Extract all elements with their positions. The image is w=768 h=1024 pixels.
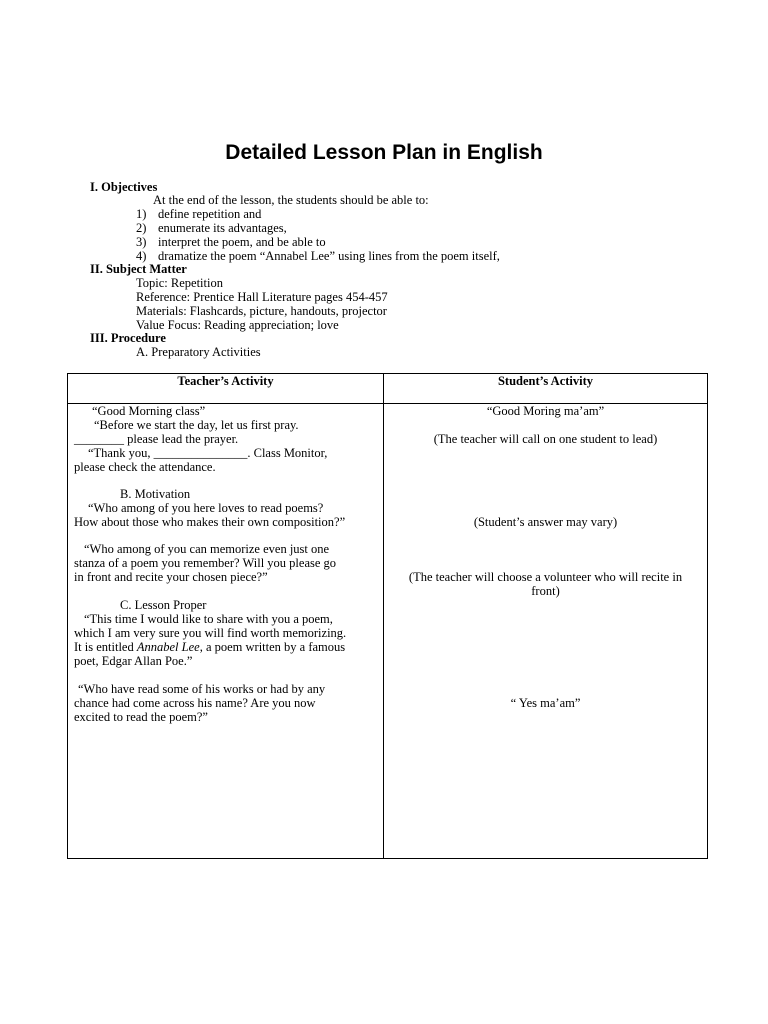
teacher-attendance: please check the attendance. [74, 460, 216, 474]
student-activity-cell [384, 404, 708, 859]
teacher-memorize-line: “Who among of you can memorize even just one [84, 542, 330, 556]
objective-text: enumerate its advantages, [158, 221, 287, 235]
lesson-text: , a poem written by a famous [199, 640, 346, 654]
procedure-subheading: A. Preparatory Activities [136, 345, 261, 359]
objective-item [136, 249, 500, 263]
activity-table [67, 373, 708, 859]
objectives-intro: At the end of the lesson, the students should be able to: [153, 193, 429, 207]
teacher-works-line: chance had come across his name? Are you now [74, 696, 316, 710]
objective-number: 1) [136, 207, 147, 221]
document-title: Detailed Lesson Plan in English [225, 141, 543, 164]
teacher-memorize-line: in front and recite your chosen piece?” [74, 570, 268, 584]
teacher-thank-you: “Thank you, _______________. Class Monitor, [88, 446, 328, 460]
poem-title: Annabel Lee [136, 640, 200, 654]
lesson-text: It is entitled [74, 640, 137, 654]
objective-number: 2) [136, 221, 147, 235]
teacher-lead-prayer: ________ please lead the prayer. [74, 432, 239, 446]
table-header-row [68, 374, 708, 404]
student-yes-reply: “ Yes ma’am” [510, 696, 581, 710]
teacher-motivation-line: “Who among of you here loves to read poems? [88, 501, 324, 515]
student-volunteer-note: front) [531, 584, 560, 598]
teacher-motivation-line: How about those who makes their own composition?” [74, 515, 346, 529]
table-row [68, 404, 708, 859]
teacher-works-line: excited to read the poem?” [74, 710, 208, 724]
objective-number: 3) [136, 235, 147, 249]
objectives-heading: I. Objectives [90, 180, 158, 194]
student-answer-note: (Student’s answer may vary) [473, 515, 618, 529]
subject-reference: Reference: Prentice Hall Literature pages 454-457 [136, 290, 388, 304]
student-activity-header: Student’s Activity [384, 374, 708, 404]
subject-matter-heading: II. Subject Matter [90, 262, 187, 276]
objective-item [136, 235, 326, 249]
teacher-works-line: “Who have read some of his works or had by any [78, 682, 326, 696]
teacher-activity-cell [68, 404, 384, 859]
teacher-lesson-line: poet, Edgar Allan Poe.” [74, 654, 193, 668]
subject-value-focus: Value Focus: Reading appreciation; love [136, 318, 339, 332]
student-call-note: (The teacher will call on one student to lead) [433, 432, 658, 446]
procedure-heading: III. Procedure [90, 331, 166, 345]
student-greeting: “Good Moring ma’am” [486, 404, 605, 418]
teacher-pray: “Before we start the day, let us first pray. [94, 418, 299, 432]
subject-topic: Topic: Repetition [136, 276, 223, 290]
objective-text: dramatize the poem “Annabel Lee” using lines from the poem itself, [158, 249, 500, 263]
lesson-proper-heading: C. Lesson Proper [120, 598, 207, 612]
student-volunteer-note: (The teacher will choose a volunteer who will recite in [408, 570, 683, 584]
objective-item [136, 221, 287, 235]
teacher-activity-header: Teacher’s Activity [68, 374, 384, 404]
motivation-heading: B. Motivation [120, 487, 191, 501]
teacher-lesson-line: “This time I would like to share with you a poem, [84, 612, 333, 626]
teacher-lesson-line [74, 641, 345, 655]
objective-number: 4) [136, 249, 147, 263]
objective-text: define repetition and [158, 207, 262, 221]
subject-materials: Materials: Flashcards, picture, handouts, projector [136, 304, 387, 318]
objective-text: interpret the poem, and be able to [158, 235, 326, 249]
objective-item [136, 207, 261, 221]
teacher-greeting: “Good Morning class” [92, 404, 206, 418]
teacher-lesson-line: which I am very sure you will find worth memorizing. [74, 626, 347, 640]
teacher-memorize-line: stanza of a poem you remember? Will you please go [74, 556, 337, 570]
